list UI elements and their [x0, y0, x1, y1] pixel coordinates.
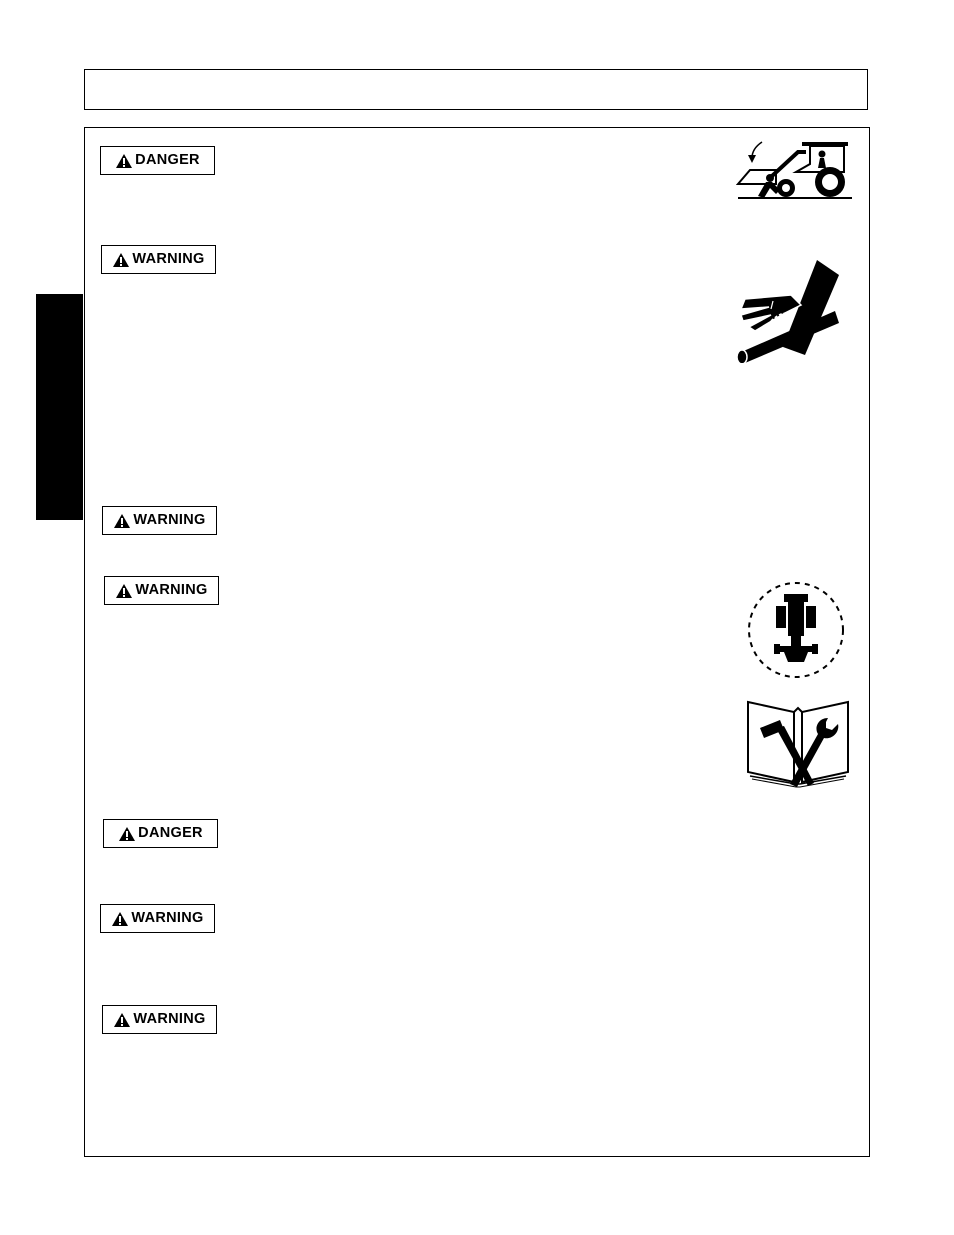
alert-triangle-icon: [113, 1012, 131, 1028]
warning-label-4: [100, 904, 215, 933]
service-manual-tools-icon: [746, 698, 850, 788]
danger-label-text: DANGER: [138, 825, 203, 842]
bystander-clear-zone-icon: [744, 580, 848, 680]
warning-label-text: WARNING: [133, 1011, 206, 1028]
alert-triangle-icon: [115, 153, 133, 169]
danger-label-text: DANGER: [135, 152, 200, 169]
alert-triangle-icon: [112, 252, 130, 268]
warning-label-text: WARNING: [132, 251, 205, 268]
warning-label-text: WARNING: [133, 512, 206, 529]
alert-triangle-icon: [111, 911, 129, 927]
alert-triangle-icon: [113, 513, 131, 529]
warning-label-3: [104, 576, 219, 605]
warning-label-1: [101, 245, 216, 274]
warning-label-2: [102, 506, 217, 535]
tractor-crush-hazard-icon: [736, 138, 854, 202]
alert-triangle-icon: [118, 826, 136, 842]
warning-label-text: WARNING: [131, 910, 204, 927]
section-side-tab: [36, 294, 83, 520]
hydraulic-fluid-injection-icon: [735, 255, 845, 363]
page-header-box: [84, 69, 868, 110]
warning-label-5: [102, 1005, 217, 1034]
warning-label-text: WARNING: [135, 582, 208, 599]
danger-label-2: [103, 819, 218, 848]
alert-triangle-icon: [115, 583, 133, 599]
danger-label-1: [100, 146, 215, 175]
